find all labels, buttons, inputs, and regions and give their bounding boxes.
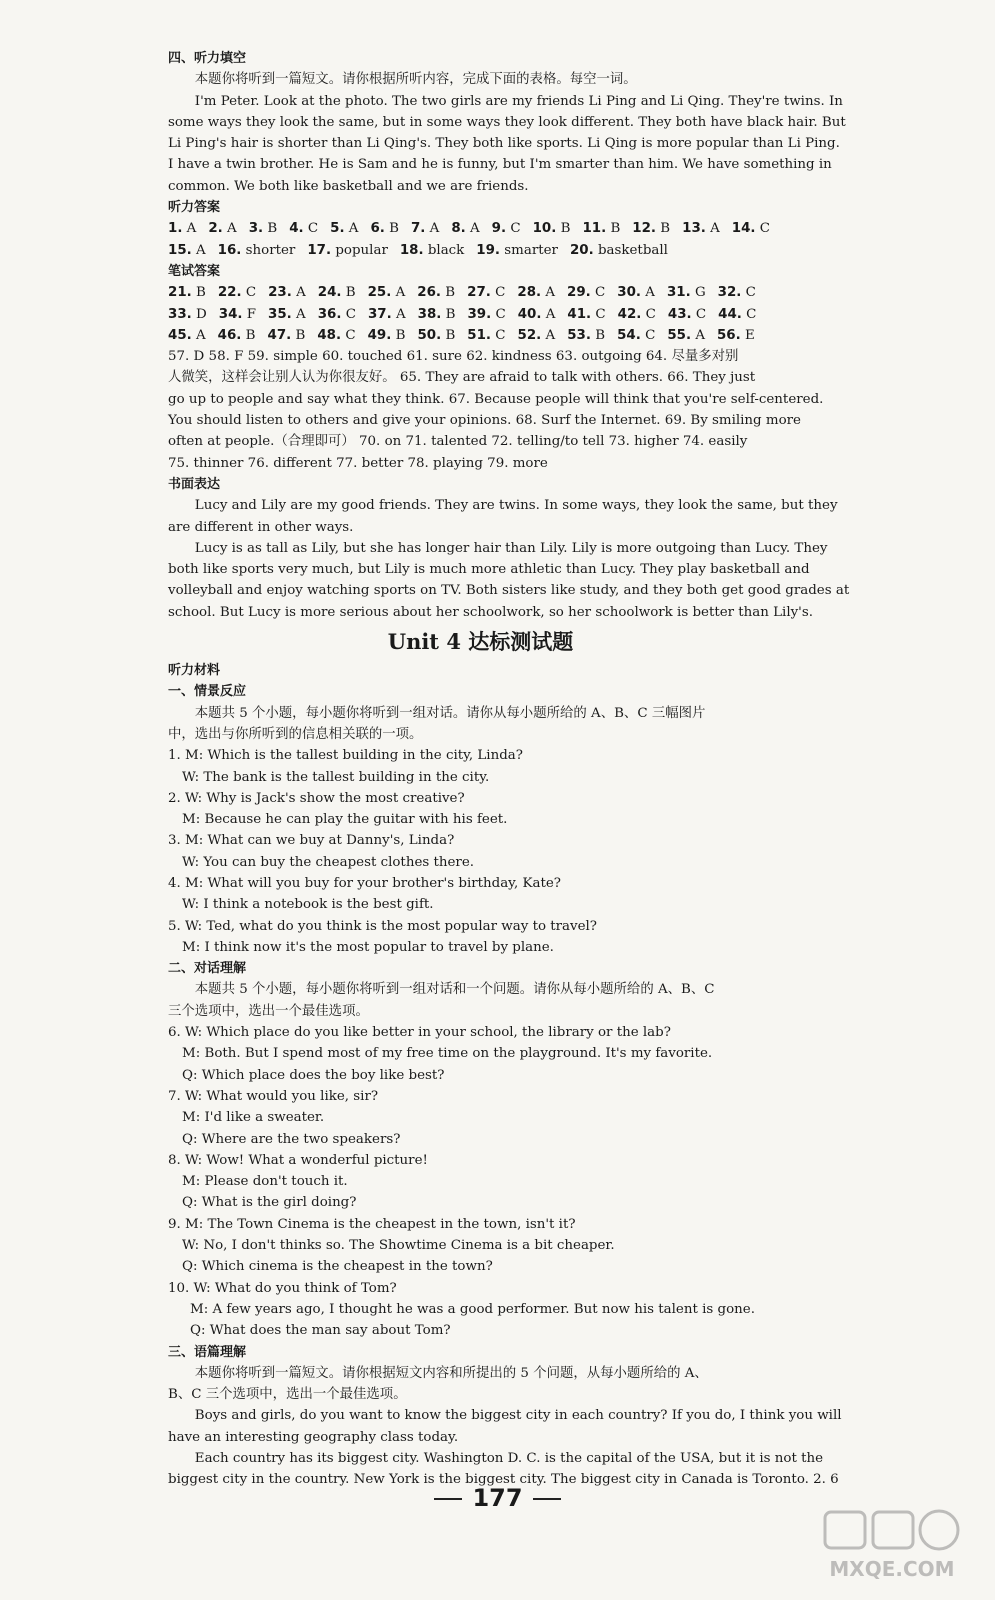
- answer-item: [411, 218, 439, 239]
- written-answer-line: 57. D 58. F 59. simple 60. touched 61. sure 62. kindness 63. outgoing 64. 尽量多对别: [168, 349, 739, 365]
- answer-value: B: [560, 221, 571, 237]
- answer-number: 3.: [248, 221, 264, 237]
- answer-number: 11.: [582, 221, 607, 237]
- answer-number: 5.: [330, 221, 345, 237]
- answer-value: A: [545, 285, 556, 301]
- dialogue-line: W: No, I don't thinks so. The Showtime Cinema is a bit cheaper.: [182, 1238, 615, 1254]
- part1-instruction: 本题共 5 个小题，每小题你将听到一组对话。请你从每小题所给的 A、B、C 三幅图片: [194, 705, 706, 721]
- written-answer-line: go up to people and say what they think. 67. Because people will think that you're self-centered.: [168, 391, 824, 407]
- written-answers-grid: [168, 282, 793, 346]
- answer-number: 14.: [731, 221, 756, 237]
- answer-item: [467, 304, 505, 325]
- answer-number: 2.: [208, 221, 223, 237]
- answer-item: [418, 304, 456, 325]
- answer-item: [307, 240, 388, 261]
- answer-value: B: [445, 285, 456, 301]
- answer-number: 56.: [716, 327, 741, 343]
- dialogue-line: W: The bank is the tallest building in the city.: [182, 769, 490, 785]
- dialogue-line: 1. M: Which is the tallest building in the city, Linda?: [168, 748, 523, 764]
- answer-number: 52.: [517, 327, 542, 343]
- answer-number: 10.: [532, 221, 557, 237]
- answer-number: 40.: [517, 306, 542, 322]
- answer-item: [718, 304, 756, 325]
- dialogue-line: 9. M: The Town Cinema is the cheapest in the town, isn't it?: [168, 1216, 576, 1232]
- dialogue-line: 3. M: What can we buy at Danny's, Linda?: [168, 833, 455, 849]
- answer-number: 43.: [667, 306, 692, 322]
- written-answer-line: often at people.（合理即可） 70. on 71. talented 72. telling/to tell 73. higher 74. easily: [168, 434, 748, 450]
- answer-value: A: [695, 327, 705, 343]
- answer-number: 53.: [567, 327, 591, 343]
- answer-number: 46.: [217, 327, 242, 343]
- answer-number: 6.: [370, 221, 385, 237]
- dialogue-line: M: I'd like a sweater.: [182, 1110, 325, 1126]
- dialogue-line: 2. W: Why is Jack's show the most creative?: [168, 790, 465, 806]
- passage-line: Li Ping's hair is shorter than Li Qing's. They both like sports. Li Qing is more popular than Li Ping.: [168, 136, 840, 152]
- writing-line: Lucy and Lily are my good friends. They are twins. In some ways, they look the same, but they: [194, 498, 838, 514]
- answer-value: G: [694, 285, 706, 301]
- answer-item: [400, 240, 464, 261]
- answer-item: [618, 304, 656, 325]
- answer-item: [317, 325, 355, 346]
- answer-number: 44.: [718, 306, 742, 322]
- answer-value: C: [307, 221, 319, 237]
- answer-value: B: [295, 327, 306, 343]
- answer-value: black: [427, 242, 465, 258]
- answer-value: C: [759, 221, 771, 237]
- answer-number: 19.: [476, 242, 501, 258]
- answer-item: [168, 218, 196, 239]
- part2-instruction: 三个选项中，选出一个最佳选项。: [168, 1003, 369, 1019]
- answer-item: [168, 325, 206, 346]
- writing-line: Lucy is as tall as Lily, but she has longer hair than Lily. Lily is more outgoing than Lucy. They: [194, 540, 828, 556]
- answer-value: C: [695, 306, 707, 322]
- answer-number: 8.: [451, 221, 466, 237]
- answer-item: [218, 240, 296, 261]
- answer-item: [268, 282, 306, 303]
- answer-value: shorter: [245, 242, 296, 258]
- writing-line: volleyball and enjoy watching sports on TV. Both sisters like study, and they both get good grades at: [168, 583, 850, 599]
- answer-item: [417, 282, 455, 303]
- answer-item: [492, 218, 521, 239]
- answer-number: 33.: [168, 306, 192, 322]
- answer-number: 16.: [217, 242, 242, 258]
- answer-row: [168, 325, 793, 346]
- answer-item: [370, 218, 399, 239]
- page-number-text: 177: [472, 1484, 523, 1512]
- answer-number: 23.: [268, 285, 292, 301]
- answer-number: 21.: [168, 285, 192, 301]
- passage-line: some ways they look the same, but in some ways they look different. They both have black hair. But: [168, 114, 846, 130]
- dialogue-line: 5. W: Ted, what do you think is the most popular way to travel?: [168, 918, 597, 934]
- dialogue-line: M: I think now it's the most popular to travel by plane.: [182, 939, 554, 955]
- passage-line: Each country has its biggest city. Washington D. C. is the capital of the USA, but it is not the: [194, 1451, 824, 1466]
- answer-item: [517, 282, 555, 303]
- dialogue-line: 6. W: Which place do you like better in your school, the library or the lab?: [168, 1025, 671, 1041]
- answer-value: E: [744, 327, 755, 343]
- dialogue-line: W: I think a notebook is the best gift.: [182, 897, 434, 913]
- answer-value: A: [296, 306, 306, 322]
- answer-value: B: [595, 327, 606, 343]
- answer-value: C: [595, 306, 606, 322]
- answer-item: [318, 304, 356, 325]
- answer-item: [667, 282, 706, 303]
- answer-item: [168, 240, 206, 261]
- answer-row: [168, 240, 793, 261]
- answer-item: [368, 325, 406, 346]
- answer-value: C: [746, 306, 757, 322]
- answer-row: [168, 282, 793, 303]
- answer-value: A: [470, 221, 480, 237]
- answer-value: A: [545, 306, 556, 322]
- answer-item: [682, 218, 720, 239]
- answer-number: 38.: [417, 306, 442, 322]
- dialogue-line: 10. W: What do you think of Tom?: [168, 1280, 397, 1296]
- answer-value: A: [186, 221, 197, 237]
- answer-number: 55.: [667, 327, 692, 343]
- part3-instruction: 本题你将听到一篇短文。请你根据短文内容和所提出的 5 个问题，从每小题所给的 A、: [194, 1365, 708, 1381]
- answer-number: 31.: [666, 285, 691, 301]
- answer-item: [268, 304, 306, 325]
- answer-number: 54.: [617, 327, 641, 343]
- answer-number: 36.: [317, 306, 342, 322]
- answer-number: 51.: [467, 327, 492, 343]
- section4-heading: 四、听力填空: [168, 51, 247, 66]
- answer-value: B: [610, 221, 621, 237]
- answer-item: [268, 325, 306, 346]
- answer-value: B: [445, 306, 456, 322]
- answer-value: C: [495, 327, 506, 343]
- answer-number: 29.: [567, 285, 591, 301]
- answer-number: 1.: [168, 221, 183, 237]
- listening-answers-grid: [168, 218, 793, 261]
- answer-number: 15.: [168, 242, 192, 258]
- part3-heading: 三、语篇理解: [168, 1344, 247, 1360]
- answer-item: [632, 218, 670, 239]
- answer-number: 26.: [417, 285, 442, 301]
- answer-item: [451, 218, 479, 239]
- answer-item: [518, 304, 556, 325]
- written-answer-line: 人微笑，这样会让别人认为你很友好。 65. They are afraid to talk with others. 66. They just: [168, 370, 756, 386]
- answer-value: B: [395, 327, 406, 343]
- dialogue-line: W: You can buy the cheapest clothes there.: [182, 854, 475, 870]
- watermark-text: MXQE.COM: [829, 1557, 955, 1581]
- answer-item: [168, 282, 206, 303]
- answer-value: A: [710, 221, 720, 237]
- answer-item: [318, 282, 356, 303]
- dialogue-line: Q: What does the man say about Tom?: [190, 1323, 451, 1339]
- answer-item: [476, 240, 558, 261]
- answer-number: 37.: [367, 306, 392, 322]
- answer-item: [617, 282, 655, 303]
- written-answer-line: You should listen to others and give your opinions. 68. Surf the Internet. 69. By smiling more: [168, 413, 801, 429]
- passage-line: I have a twin brother. He is Sam and he is funny, but I'm smarter than him. We have something in: [168, 157, 832, 173]
- answer-row: [168, 304, 793, 325]
- answer-value: B: [389, 221, 399, 237]
- answer-number: 18.: [399, 242, 424, 258]
- answer-number: 35.: [268, 306, 292, 322]
- writing-line: are different in other ways.: [168, 519, 354, 535]
- answer-value: smarter: [504, 242, 558, 258]
- answer-item: [208, 218, 236, 239]
- dialogue-line: 8. W: Wow! What a wonderful picture!: [168, 1152, 428, 1168]
- answer-value: C: [495, 285, 506, 301]
- answer-value: C: [745, 285, 756, 301]
- answer-value: B: [245, 327, 256, 343]
- listening-answers-heading: 听力答案: [168, 200, 221, 216]
- answer-number: 13.: [682, 221, 706, 237]
- answer-number: 9.: [491, 221, 507, 237]
- answer-item: [567, 304, 605, 325]
- answer-value: A: [645, 285, 655, 301]
- answer-value: B: [660, 221, 671, 237]
- writing-line: school. But Lucy is more serious about her schoolwork, so her schoolwork is better than Lily's.: [168, 604, 813, 620]
- dialogue-line: 7. W: What would you like, sir?: [168, 1088, 379, 1104]
- answer-value: A: [395, 306, 406, 322]
- answer-item: [717, 325, 755, 346]
- answer-number: 34.: [218, 306, 243, 322]
- answer-number: 32.: [717, 285, 742, 301]
- answer-number: 24.: [317, 285, 342, 301]
- answer-item: [668, 304, 706, 325]
- answer-item: [467, 282, 505, 303]
- page-body: [168, 48, 850, 1491]
- answer-number: 22.: [217, 285, 242, 301]
- answer-value: A: [196, 242, 206, 258]
- answer-value: A: [348, 221, 359, 237]
- answer-number: 25.: [367, 285, 392, 301]
- answer-item: [168, 304, 207, 325]
- answer-item: [218, 282, 256, 303]
- passage-line: have an interesting geography class today.: [168, 1429, 459, 1445]
- answer-value: C: [645, 306, 656, 322]
- answer-value: C: [495, 306, 506, 322]
- dialogue-line: 4. M: What will you buy for your brother's birthday, Kate?: [168, 875, 561, 891]
- watermark-logo: [817, 1506, 967, 1586]
- dialogue-line: M: Because he can play the guitar with his feet.: [182, 812, 508, 828]
- part1-heading: 一、情景反应: [168, 684, 247, 700]
- answer-number: 41.: [567, 306, 592, 322]
- dialogue-line: Q: What is the girl doing?: [182, 1195, 357, 1211]
- dialogue-line: M: A few years ago, I thought he was a good performer. But now his talent is gone.: [190, 1301, 755, 1317]
- answer-number: 45.: [168, 327, 192, 343]
- answer-number: 50.: [417, 327, 442, 343]
- answer-item: [732, 218, 770, 239]
- part3-instruction: B、C 三个选项中，选出一个最佳选项。: [168, 1387, 407, 1403]
- answer-value: C: [595, 285, 606, 301]
- answer-value: D: [196, 306, 207, 322]
- answer-value: A: [227, 221, 237, 237]
- dash-left: [434, 1498, 462, 1500]
- answer-item: [289, 218, 318, 239]
- answer-value: C: [510, 221, 521, 237]
- answer-row: [168, 218, 793, 239]
- answer-item: [368, 282, 406, 303]
- passage-line: Boys and girls, do you want to know the biggest city in each country? If you do, I think you will: [194, 1408, 842, 1424]
- answer-value: F: [246, 306, 257, 322]
- answer-item: [467, 325, 505, 346]
- answer-value: B: [345, 285, 356, 301]
- answer-number: 47.: [267, 327, 292, 343]
- answer-item: [570, 240, 668, 261]
- written-answer-line: 75. thinner 76. different 77. better 78. playing 79. more: [168, 455, 548, 471]
- answer-item: [567, 325, 605, 346]
- answer-value: C: [345, 327, 356, 343]
- written-answers-heading: 笔试答案: [168, 263, 221, 279]
- answer-value: A: [196, 327, 206, 343]
- answer-value: A: [429, 221, 440, 237]
- answer-item: [368, 304, 406, 325]
- part1-instruction: 中，选出与你所听到的信息相关联的一项。: [168, 726, 423, 742]
- answer-number: 7.: [410, 221, 426, 237]
- answer-value: B: [267, 221, 278, 237]
- dialogue-line: Q: Which cinema is the cheapest in the town?: [182, 1259, 493, 1275]
- answer-number: 30.: [617, 285, 642, 301]
- answer-item: [218, 325, 256, 346]
- answer-item: [249, 218, 278, 239]
- dialogue-line: Q: Which place does the boy like best?: [182, 1067, 445, 1083]
- answer-number: 4.: [289, 221, 304, 237]
- answer-number: 48.: [317, 327, 342, 343]
- answer-value: basketball: [597, 242, 668, 258]
- answer-number: 39.: [467, 306, 492, 322]
- dash-right: [533, 1498, 561, 1500]
- answer-item: [617, 325, 655, 346]
- passage-line: I'm Peter. Look at the photo. The two girls are my friends Li Ping and Li Qing. They're twins. In: [194, 93, 843, 109]
- answer-value: B: [445, 327, 456, 343]
- answer-number: 28.: [517, 285, 542, 301]
- writing-line: both like sports very much, but Lily is much more athletic than Lucy. They play basketball and: [168, 562, 810, 578]
- dialogue-line: M: Please don't touch it.: [182, 1174, 348, 1190]
- section4-instruction: 本题你将听到一篇短文。请你根据所听内容，完成下面的表格。每空一词。: [194, 72, 637, 88]
- answer-value: B: [196, 285, 206, 301]
- passage-line: common. We both like basketball and we are friends.: [168, 178, 529, 194]
- answer-value: A: [395, 285, 406, 301]
- answer-item: [219, 304, 256, 325]
- answer-number: 12.: [632, 221, 657, 237]
- writing-heading: 书面表达: [168, 476, 221, 492]
- answer-item: [533, 218, 571, 239]
- answer-number: 42.: [617, 306, 642, 322]
- unit-title: Unit 4 达标测试题: [387, 629, 574, 655]
- dialogue-line: Q: Where are the two speakers?: [182, 1131, 401, 1147]
- answer-value: A: [545, 327, 556, 343]
- answer-number: 20.: [569, 242, 594, 258]
- part2-heading: 二、对话理解: [168, 961, 247, 977]
- answer-value: C: [345, 306, 356, 322]
- answer-value: popular: [335, 242, 388, 258]
- answer-value: A: [296, 285, 306, 301]
- answer-number: 17.: [307, 242, 332, 258]
- dialogue-line: M: Both. But I spend most of my free time on the playground. It's my favorite.: [182, 1046, 713, 1062]
- answer-item: [417, 325, 455, 346]
- answer-item: [582, 218, 620, 239]
- answer-item: [567, 282, 605, 303]
- answer-value: C: [245, 285, 257, 301]
- answer-value: C: [645, 327, 656, 343]
- answer-number: 49.: [367, 327, 392, 343]
- answer-number: 27.: [467, 285, 491, 301]
- part2-instruction: 本题共 5 个小题，每小题你将听到一组对话和一个问题。请你从每小题所给的 A、B、C: [194, 982, 715, 998]
- answer-item: [667, 325, 705, 346]
- answer-item: [718, 282, 756, 303]
- answer-item: [330, 218, 358, 239]
- answer-item: [518, 325, 556, 346]
- passage-line: biggest city in the country. New York is the biggest city. The biggest city in Canada is Toronto. 2. 6: [168, 1472, 839, 1488]
- listening-material-heading: 听力材料: [168, 663, 221, 679]
